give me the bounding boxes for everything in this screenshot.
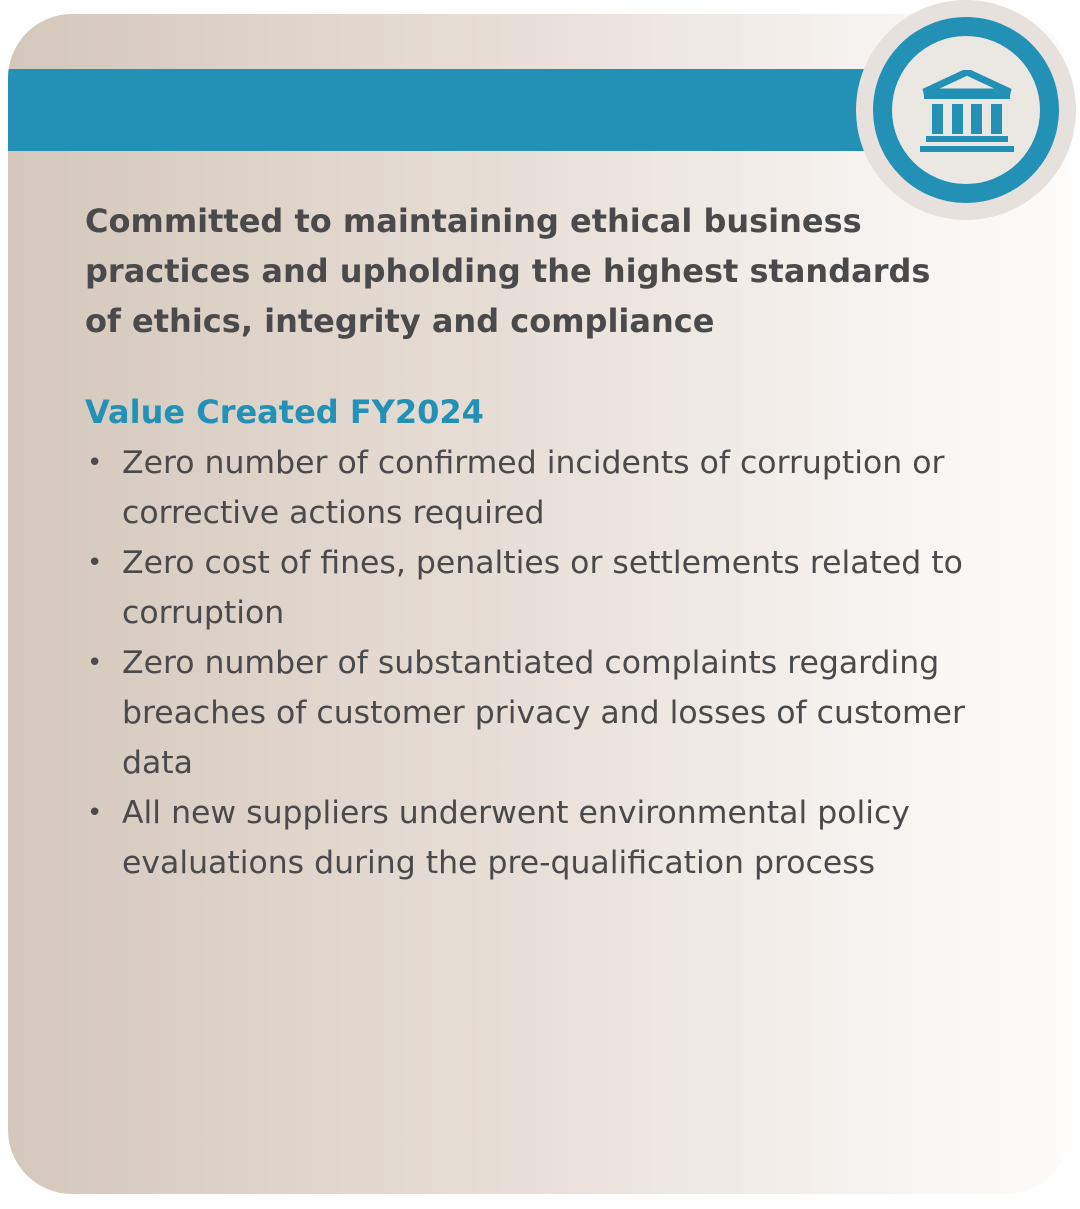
bullet-icon: • <box>87 448 103 478</box>
list-item-text: Zero number of confirmed incidents of corruption or corrective actions required <box>122 445 945 531</box>
headline: Committed to maintaining ethical business practices and upholding the highest standards of ethics, integrity and compliance <box>85 202 931 340</box>
list-item-text: Zero cost of fines, penalties or settlements related to corruption <box>122 545 963 631</box>
list-item <box>85 788 1020 888</box>
bullet-icon: • <box>87 548 103 578</box>
section-title: Value Created FY2024 <box>85 393 484 431</box>
header-band <box>8 69 908 151</box>
bank-icon <box>920 70 1014 152</box>
value-list <box>85 438 1020 888</box>
list-item <box>85 538 1020 638</box>
list-item-text: All new suppliers underwent environmental policy evaluations during the pre-qualification process <box>122 795 910 881</box>
bullet-icon: • <box>87 648 103 678</box>
list-item-text: Zero number of substantiated complaints regarding breaches of customer privacy and losses of customer data <box>122 645 965 781</box>
list-item <box>85 638 1020 788</box>
bullet-icon: • <box>87 798 103 828</box>
list-item <box>85 438 1020 538</box>
